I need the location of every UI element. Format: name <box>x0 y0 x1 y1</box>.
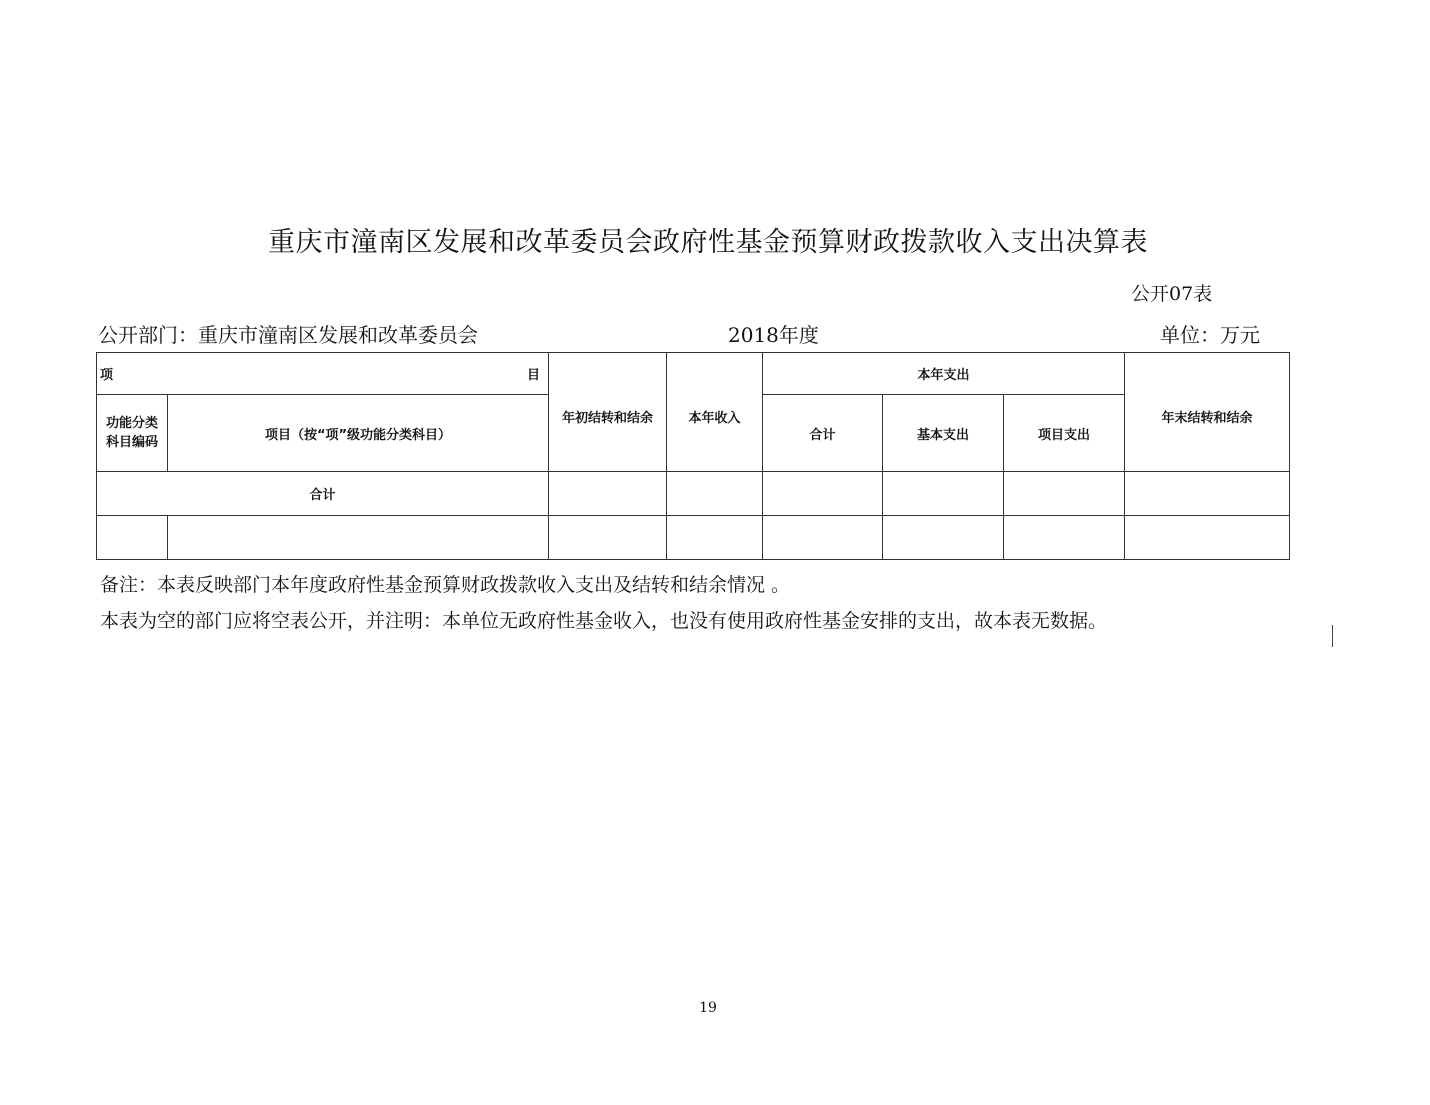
table-row <box>97 516 1290 560</box>
table-cell <box>763 472 883 516</box>
year-label: 2018年度 <box>728 323 819 347</box>
header-expense-total: 合计 <box>763 395 883 472</box>
table-cell <box>97 516 168 560</box>
header-current-expense: 本年支出 <box>763 353 1125 395</box>
table-cell <box>1004 516 1125 560</box>
unit-label: 单位：万元 <box>1160 323 1260 347</box>
table-cell <box>549 516 667 560</box>
text-cursor-mark <box>1332 625 1333 647</box>
table-cell <box>763 516 883 560</box>
header-current-income: 本年收入 <box>667 353 763 472</box>
header-closing-balance: 年末结转和结余 <box>1125 353 1290 472</box>
table-cell <box>549 472 667 516</box>
table-row-total <box>97 472 1290 516</box>
table-code: 公开07表 <box>1131 283 1213 305</box>
header-xiang: 项 <box>100 368 114 383</box>
table-cell <box>1125 472 1290 516</box>
page-number: 19 <box>699 1000 717 1016</box>
table-cell <box>1004 472 1125 516</box>
department-label: 公开部门：重庆市潼南区发展和改革委员会 <box>98 323 478 347</box>
table-cell <box>667 472 763 516</box>
note-line-1: 备注：本表反映部门本年度政府性基金预算财政拨款收入支出及结转和结余情况 。 <box>100 574 791 596</box>
table-cell <box>883 472 1004 516</box>
header-item-name: 项目（按“项”级功能分类科目） <box>168 395 549 472</box>
table-cell <box>1125 516 1290 560</box>
total-label: 合计 <box>97 472 549 516</box>
page-title: 重庆市潼南区发展和改革委员会政府性基金预算财政拨款收入支出决算表 <box>268 227 1148 258</box>
header-expense-project: 项目支出 <box>1004 395 1125 472</box>
header-func-code: 功能分类科目编码 <box>97 395 168 472</box>
header-mu: 目 <box>526 368 540 383</box>
header-opening-balance: 年初结转和结余 <box>549 353 667 472</box>
table-cell <box>168 516 549 560</box>
header-expense-basic: 基本支出 <box>883 395 1004 472</box>
table-cell <box>667 516 763 560</box>
table-cell <box>883 516 1004 560</box>
budget-table <box>96 352 1290 560</box>
note-line-2: 本表为空的部门应将空表公开，并注明：本单位无政府性基金收入，也没有使用政府性基金安排的支出，故本表无数据。 <box>100 610 1108 632</box>
header-project <box>97 353 549 395</box>
